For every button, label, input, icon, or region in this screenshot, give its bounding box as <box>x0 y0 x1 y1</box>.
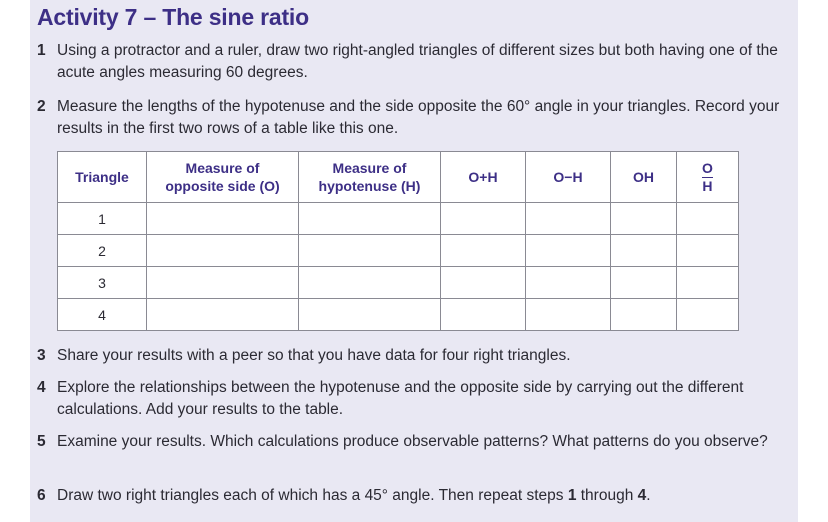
step-text: Using a protractor and a ruler, draw two right-angled triangles of different sizes but both having one of the acute angles measuring 60 degrees. <box>57 42 778 81</box>
step-number: 4 <box>37 379 46 396</box>
header-triangle: Triangle <box>58 152 147 203</box>
sum-cell[interactable] <box>441 267 526 299</box>
results-table <box>57 151 739 331</box>
step-text: Examine your results. Which calculations produce observable patterns? What patterns do you observe? <box>57 433 768 450</box>
ratio-cell[interactable] <box>677 203 739 235</box>
step-number: 3 <box>37 347 46 364</box>
header-product: OH <box>611 152 677 203</box>
opposite-cell[interactable] <box>147 299 299 331</box>
step-2 <box>37 96 797 140</box>
table-row <box>58 267 739 299</box>
sum-cell[interactable] <box>441 235 526 267</box>
table-row <box>58 235 739 267</box>
triangle-number: 1 <box>58 203 147 235</box>
hypotenuse-cell[interactable] <box>299 267 441 299</box>
step-number: 6 <box>37 487 46 504</box>
ratio-cell[interactable] <box>677 235 739 267</box>
step-number: 2 <box>37 98 46 115</box>
product-cell[interactable] <box>611 203 677 235</box>
header-hypotenuse: Measure of hypotenuse (H) <box>299 152 441 203</box>
page-margin <box>798 0 828 522</box>
step-text: Measure the lengths of the hypotenuse and the side opposite the 60° angle in your triangles. Record your results in the first two rows of a table like this one. <box>57 98 780 137</box>
table-row <box>58 299 739 331</box>
triangle-number: 3 <box>58 267 147 299</box>
step-text: Explore the relationships between the hypotenuse and the opposite side by carrying out the different calculations. Add your results to the table. <box>57 379 744 418</box>
product-cell[interactable] <box>611 235 677 267</box>
triangle-number: 4 <box>58 299 147 331</box>
hypotenuse-cell[interactable] <box>299 235 441 267</box>
step-1 <box>37 40 797 84</box>
ratio-cell[interactable] <box>677 299 739 331</box>
header-difference: O−H <box>526 152 611 203</box>
hypotenuse-cell[interactable] <box>299 203 441 235</box>
step-5 <box>37 431 797 453</box>
header-sum: O+H <box>441 152 526 203</box>
difference-cell[interactable] <box>526 203 611 235</box>
ratio-fraction: $\frac{O}{H}$ <box>702 159 713 194</box>
difference-cell[interactable] <box>526 267 611 299</box>
header-ratio <box>677 152 739 203</box>
sum-cell[interactable] <box>441 299 526 331</box>
triangle-number: 2 <box>58 235 147 267</box>
step-text: Share your results with a peer so that you have data for four right triangles. <box>57 347 571 364</box>
opposite-cell[interactable] <box>147 267 299 299</box>
hypotenuse-cell[interactable] <box>299 299 441 331</box>
opposite-cell[interactable] <box>147 235 299 267</box>
sum-cell[interactable] <box>441 203 526 235</box>
table-header-row <box>58 152 739 203</box>
step-4 <box>37 377 797 421</box>
page-title: Activity 7 – The sine ratio <box>37 4 309 30</box>
step-number: 5 <box>37 433 46 450</box>
header-opposite-side: Measure of opposite side (O) <box>147 152 299 203</box>
ratio-cell[interactable] <box>677 267 739 299</box>
difference-cell[interactable] <box>526 235 611 267</box>
step-6 <box>37 485 797 507</box>
step-text: Draw two right triangles each of which has a 45° angle. Then repeat steps 1 through 4. <box>57 487 651 504</box>
table-row <box>58 203 739 235</box>
step-number: 1 <box>37 42 46 59</box>
step-3 <box>37 345 797 367</box>
product-cell[interactable] <box>611 267 677 299</box>
product-cell[interactable] <box>611 299 677 331</box>
opposite-cell[interactable] <box>147 203 299 235</box>
difference-cell[interactable] <box>526 299 611 331</box>
